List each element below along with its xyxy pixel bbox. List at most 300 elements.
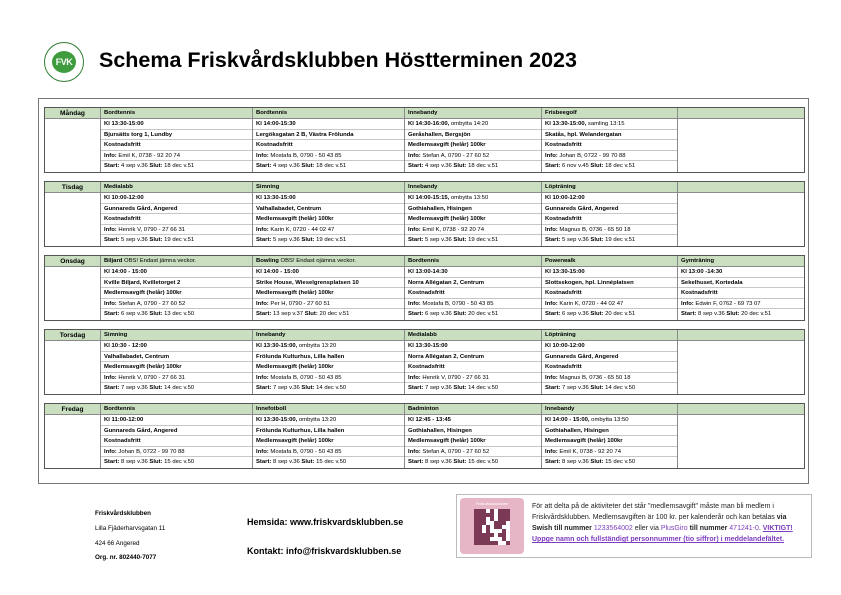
- start-label: Start:: [104, 459, 120, 466]
- end-label: Slut:: [301, 459, 315, 466]
- slot-line: [405, 267, 541, 278]
- start-label: Start:: [104, 385, 120, 392]
- activity-slot: [678, 256, 804, 320]
- qr-caption: Friskvårdsklubben: [475, 501, 509, 506]
- start-label: Start:: [408, 459, 424, 466]
- activity-slot: [253, 330, 405, 394]
- slot-line: [678, 278, 804, 289]
- time: Kl 14:00-15:15,: [408, 195, 450, 201]
- fee: Kostnadsfritt: [104, 438, 141, 445]
- qr-module: [494, 541, 498, 545]
- info-label: Info:: [256, 300, 269, 307]
- day-spacer: [45, 415, 101, 468]
- activity-name: [253, 108, 404, 119]
- place: Strike House, Wieselgrensplatsen 10: [256, 279, 359, 286]
- day-label: Tisdag: [45, 182, 101, 193]
- slot-line: [405, 193, 541, 204]
- activity-slot: [405, 404, 542, 468]
- slot-line: [542, 267, 677, 278]
- slot-line: [253, 352, 404, 363]
- qr-module: [506, 517, 510, 521]
- info-contact: Karin K, 0720 - 44 02 47: [270, 226, 335, 233]
- slot-line: [405, 352, 541, 363]
- activity-title: Simning: [256, 184, 280, 190]
- end-date: 20 dec v.51: [741, 311, 772, 318]
- day-spacer: [45, 267, 101, 320]
- place: Lergöksgatan 2 B, Västra Frölunda: [256, 131, 354, 138]
- slot-line: [101, 193, 252, 204]
- slot-line: [101, 383, 252, 394]
- start-date: 6 sep v.36: [425, 311, 452, 318]
- info-label: Info:: [104, 152, 117, 159]
- activity-title: Löpträning: [545, 332, 576, 338]
- end-label: Slut:: [149, 385, 163, 392]
- slot-line: [405, 151, 541, 162]
- info-contact: Johan B, 0722 - 99 70 88: [118, 448, 185, 455]
- day-label: Torsdag: [45, 330, 101, 341]
- place: Gothiahallen, Hisingen: [408, 205, 472, 212]
- start-date: 8 sep v.36: [425, 459, 452, 466]
- activity-name: [101, 108, 252, 119]
- time-note: ombytta 13:20: [298, 417, 337, 423]
- swish-label: via Swish: [532, 514, 787, 532]
- header: [44, 42, 744, 82]
- place: Frölunda Kulturhus, Lilla hallen: [256, 427, 345, 434]
- qr-pattern: [474, 509, 510, 545]
- activity-name: [101, 404, 252, 415]
- time: Kl 14:00 - 15:00,: [545, 417, 590, 423]
- slot-line: [101, 140, 252, 151]
- info-contact: Emil K, 0738 - 92 20 74: [422, 226, 484, 233]
- start-date: 8 sep v.36: [121, 459, 148, 466]
- payment-t2: till nummer: [552, 525, 594, 532]
- end-date: 15 dec v.50: [468, 459, 499, 466]
- start-label: Start:: [545, 163, 561, 170]
- end-label: Slut:: [590, 163, 604, 170]
- place: Gunnareds Gård, Angered: [104, 205, 178, 212]
- slot-line: [253, 309, 404, 320]
- slot-line: [405, 119, 541, 130]
- start-label: Start:: [408, 311, 424, 318]
- place: Bjursätts torg 1, Lundby: [104, 131, 173, 138]
- activity-title: Innebandy: [256, 332, 286, 338]
- slot-line: [101, 373, 252, 384]
- slot-line: [542, 436, 677, 447]
- end-label: Slut:: [453, 237, 467, 244]
- day-block: [44, 329, 805, 395]
- info-contact: Stefan A, 0790 - 27 60 52: [422, 152, 490, 159]
- info-contact: Mostafa B, 0790 - 50 43 85: [270, 374, 342, 381]
- slot-line: [542, 309, 677, 320]
- fee: Medlemsavgift (helår) 100kr: [104, 290, 182, 297]
- activity-note: OBS! Endast ojämna veckor.: [280, 258, 356, 264]
- activity-name: [101, 182, 252, 193]
- time-note: ombytta 13:50: [450, 195, 489, 201]
- info-label: Info:: [408, 152, 421, 159]
- activity-name: [405, 182, 541, 193]
- place: Frölunda Kulturhus, Lilla hallen: [256, 353, 345, 360]
- activity-slot: [542, 256, 678, 320]
- end-label: Slut:: [453, 163, 467, 170]
- end-label: Slut:: [590, 311, 604, 318]
- slot-line: [101, 426, 252, 437]
- start-date: 6 sep v.36: [121, 311, 148, 318]
- start-label: Start:: [256, 163, 272, 170]
- place: Norra Allégatan 2, Centrum: [408, 279, 485, 286]
- activity-name: [253, 256, 404, 267]
- info-contact: Mostafa B, 0790 - 50 43 85: [422, 300, 494, 307]
- start-label: Start:: [545, 385, 561, 392]
- start-date: 5 sep v.36: [425, 237, 452, 244]
- footer-city: 424 66 Angered: [95, 539, 140, 547]
- slot-line: [253, 299, 404, 310]
- end-date: 14 dec v.50: [468, 385, 499, 392]
- start-label: Start:: [681, 311, 697, 318]
- slot-line: [542, 341, 677, 352]
- activity-slot: [405, 330, 542, 394]
- fee: Kostnadsfritt: [256, 142, 293, 149]
- time: Kl 11:00-12:00: [104, 417, 144, 423]
- slot-line: [405, 383, 541, 394]
- empty-slot-header: [678, 108, 804, 119]
- logo-abbr: FVK: [52, 51, 76, 73]
- time-note: samling 13:15: [587, 121, 625, 127]
- end-date: 19 dec v.51: [316, 237, 347, 244]
- info-label: Info:: [256, 448, 269, 455]
- activity-name: [542, 404, 677, 415]
- fee: Medlemsavgift (helår) 100kr: [256, 290, 334, 297]
- place: Gunnareds Gård, Angered: [545, 353, 619, 360]
- time: Kl 10:30 - 12:00: [104, 343, 147, 349]
- info-contact: Johan B, 0722 - 99 70 88: [559, 152, 626, 159]
- activity-name: [405, 330, 541, 341]
- slot-line: [253, 415, 404, 426]
- end-label: Slut:: [453, 385, 467, 392]
- slot-line: [405, 225, 541, 236]
- info-label: Info:: [104, 300, 117, 307]
- place: Kville Biljard, Kvilletorget 2: [104, 279, 181, 286]
- slot-line: [542, 457, 677, 468]
- fee: Kostnadsfritt: [104, 142, 141, 149]
- slot-line: [101, 299, 252, 310]
- slot-line: [253, 362, 404, 373]
- slot-line: [542, 362, 677, 373]
- end-date: 20 dec v.51: [605, 311, 636, 318]
- time: Kl 13:00-14:30: [408, 269, 448, 275]
- day-block: [44, 403, 805, 469]
- start-date: 5 sep v.36: [562, 237, 589, 244]
- end-date: 15 dec v.50: [316, 459, 347, 466]
- info-label: Info:: [681, 300, 694, 307]
- activity-title: Innebandy: [545, 406, 575, 412]
- activity-title: Simning: [104, 332, 128, 338]
- info-contact: Karin K, 0720 - 44 02 47: [559, 300, 624, 307]
- footer-links: [247, 517, 403, 575]
- activity-name: [542, 330, 677, 341]
- activity-name: [405, 404, 541, 415]
- activity-title: Innebandy: [408, 110, 438, 116]
- time: Kl 14:00 - 15:00: [104, 269, 147, 275]
- slot-line: [101, 130, 252, 141]
- empty-slot: [678, 182, 804, 246]
- slot-line: [101, 214, 252, 225]
- activity-title: Medialabb: [408, 332, 437, 338]
- time: Kl 14:30-16:00,: [408, 121, 450, 127]
- start-label: Start:: [104, 163, 120, 170]
- activity-slot: [101, 404, 253, 468]
- activity-name: [253, 182, 404, 193]
- activity-slot: [542, 404, 678, 468]
- slot-line: [101, 288, 252, 299]
- start-label: Start:: [256, 237, 272, 244]
- time: Kl 13:30-15:00,: [256, 417, 298, 423]
- fee: Kostnadsfritt: [545, 290, 582, 297]
- info-label: Info:: [545, 226, 558, 233]
- page-title: Schema Friskvårdsklubben Höstterminen 2023: [99, 48, 577, 72]
- end-label: Slut:: [590, 237, 604, 244]
- slot-line: [253, 204, 404, 215]
- end-date: 15 dec v.50: [605, 459, 636, 466]
- activity-slot: [253, 108, 405, 172]
- activity-title: Frisbeegolf: [545, 110, 577, 116]
- activity-name: [678, 256, 804, 267]
- info-contact: Henrik V, 0790 - 27 66 31: [118, 374, 185, 381]
- activity-title: Biljard: [104, 258, 123, 264]
- start-date: 7 sep v.36: [273, 385, 300, 392]
- qr-module: [490, 533, 494, 537]
- slot-line: [253, 214, 404, 225]
- empty-slot: [678, 404, 804, 468]
- time: Kl 14:00-15:30: [256, 121, 296, 127]
- slot-line: [101, 415, 252, 426]
- activity-slot: [253, 182, 405, 246]
- slot-line: [253, 151, 404, 162]
- payment-t3: eller via: [632, 525, 661, 532]
- time: Kl 13:30-15:00: [408, 343, 448, 349]
- fee: Kostnadsfritt: [408, 290, 445, 297]
- slot-line: [101, 204, 252, 215]
- slot-line: [253, 436, 404, 447]
- slot-line: [542, 415, 677, 426]
- empty-slot-header: [678, 330, 804, 341]
- end-label: Slut:: [149, 311, 163, 318]
- fee: Kostnadsfritt: [545, 142, 582, 149]
- slot-line: [405, 415, 541, 426]
- footer-org: Friskvårdsklubben: [95, 510, 151, 517]
- slot-line: [678, 267, 804, 278]
- start-label: Start:: [104, 237, 120, 244]
- fee: Kostnadsfritt: [681, 290, 718, 297]
- end-label: Slut:: [301, 163, 315, 170]
- start-date: 13 sep v.37: [273, 311, 304, 318]
- info-label: Info:: [545, 448, 558, 455]
- start-date: 6 sep v.36: [562, 311, 589, 318]
- homepage-link[interactable]: Hemsida: www.friskvardsklubben.se: [247, 517, 404, 527]
- slot-line: [253, 373, 404, 384]
- activity-name: [101, 256, 252, 267]
- end-date: 20 dec v.51: [319, 311, 350, 318]
- slot-line: [405, 299, 541, 310]
- start-label: Start:: [545, 311, 561, 318]
- payment-t5: .: [758, 525, 763, 532]
- plusgiro-number: 471241-0: [729, 525, 759, 532]
- activity-name: [405, 256, 541, 267]
- slot-line: [253, 426, 404, 437]
- slot-line: [253, 119, 404, 130]
- info-contact: Edwin F, 0762 - 69 73 07: [695, 300, 761, 307]
- activity-slot: [101, 182, 253, 246]
- footer-address: [95, 507, 165, 566]
- slot-line: [405, 457, 541, 468]
- slot-line: [542, 383, 677, 394]
- activity-slot: [253, 256, 405, 320]
- start-date: 7 sep v.36: [425, 385, 452, 392]
- place: Valhallabadet, Centrum: [256, 205, 322, 212]
- activity-name: [405, 108, 541, 119]
- info-contact: Emil K, 0738 - 92 20 74: [559, 448, 621, 455]
- payment-t4: till nummer: [687, 525, 730, 532]
- end-date: 20 dec v.51: [468, 311, 499, 318]
- fee: Medlemsavgift (helår) 100kr: [408, 142, 486, 149]
- slot-line: [405, 341, 541, 352]
- info-contact: Henrik V, 0790 - 27 66 31: [422, 374, 489, 381]
- fee: Medlemsavgift (helår) 100kr: [256, 438, 334, 445]
- place: Gothiahallen, Hisingen: [545, 427, 609, 434]
- empty-slot: [678, 108, 804, 172]
- day-block: [44, 255, 805, 321]
- slot-line: [405, 288, 541, 299]
- start-date: 8 sep v.36: [273, 459, 300, 466]
- qr-code[interactable]: [460, 498, 524, 554]
- fee: Medlemsavgift (helår) 100kr: [256, 364, 334, 371]
- time: Kl 10:00-12:00: [104, 195, 144, 201]
- slot-line: [101, 352, 252, 363]
- info-contact: Stefan A, 0790 - 27 60 52: [118, 300, 186, 307]
- info-label: Info:: [256, 152, 269, 159]
- info-label: Info:: [545, 300, 558, 307]
- start-label: Start:: [545, 237, 561, 244]
- info-contact: Magnus B, 0736 - 65 50 18: [559, 226, 631, 233]
- qr-module: [502, 521, 506, 525]
- end-label: Slut:: [149, 459, 163, 466]
- place: Geråshallen, Bergsjön: [408, 131, 471, 138]
- end-label: Slut:: [590, 385, 604, 392]
- end-date: 14 dec v.50: [164, 385, 195, 392]
- slot-line: [405, 130, 541, 141]
- slot-line: [405, 140, 541, 151]
- start-label: Start:: [408, 237, 424, 244]
- info-label: Info:: [408, 374, 421, 381]
- empty-slot-header: [678, 182, 804, 193]
- start-label: Start:: [408, 163, 424, 170]
- empty-slot-header: [678, 404, 804, 415]
- end-date: 19 dec v.51: [164, 237, 195, 244]
- end-date: 18 dec v.51: [605, 163, 636, 170]
- activity-title: Innefotboll: [256, 406, 287, 412]
- slot-line: [542, 235, 677, 246]
- slot-line: [542, 193, 677, 204]
- time: Kl 13:30-15:00: [256, 195, 296, 201]
- start-label: Start:: [408, 385, 424, 392]
- slot-line: [405, 214, 541, 225]
- slot-line: [253, 341, 404, 352]
- info-label: Info:: [545, 152, 558, 159]
- info-label: Info:: [408, 300, 421, 307]
- slot-line: [253, 447, 404, 458]
- info-contact: Henrik V, 0790 - 27 66 31: [118, 226, 185, 233]
- slot-line: [542, 426, 677, 437]
- time: Kl 10:00-12:00: [545, 343, 585, 349]
- activity-name: [253, 404, 404, 415]
- fee: Kostnadsfritt: [545, 364, 582, 371]
- activity-title: Bordtennis: [256, 110, 288, 116]
- slot-line: [405, 362, 541, 373]
- slot-line: [542, 214, 677, 225]
- activity-slot: [405, 256, 542, 320]
- slot-line: [542, 140, 677, 151]
- day-label: Onsdag: [45, 256, 101, 267]
- end-date: 19 dec v.51: [468, 237, 499, 244]
- payment-intro: För att delta på de aktiviteter det står "medlemsavgift" måste man bli medlem i Friskvårdsklubben. Medlemsavgiften är 100 kr. per kalenderår och kan betalas: [532, 503, 777, 521]
- activity-title: Bordtennis: [104, 406, 136, 412]
- place: Skatås, hpl. Welandergatan: [545, 131, 622, 138]
- activity-title: Löpträning: [545, 184, 576, 190]
- start-date: 4 sep v.36: [425, 163, 452, 170]
- time: Kl 13:30-15:00: [104, 121, 144, 127]
- slot-line: [101, 151, 252, 162]
- place: Slottsskogen, hpl. Linnéplatsen: [545, 279, 634, 286]
- start-date: 4 sep v.36: [273, 163, 300, 170]
- slot-line: [253, 193, 404, 204]
- slot-line: [101, 119, 252, 130]
- start-label: Start:: [256, 385, 272, 392]
- plusgiro-label: PlusGiro: [660, 525, 688, 532]
- slot-line: [253, 161, 404, 172]
- activity-slot: [405, 182, 542, 246]
- activity-slot: [542, 108, 678, 172]
- activity-name: [253, 330, 404, 341]
- start-label: Start:: [256, 459, 272, 466]
- start-date: 4 sep v.36: [121, 163, 148, 170]
- start-label: Start:: [545, 459, 561, 466]
- end-date: 19 dec v.51: [605, 237, 636, 244]
- start-date: 8 sep v.36: [698, 311, 725, 318]
- time: Kl 13:30-15:00: [545, 269, 585, 275]
- slot-line: [542, 278, 677, 289]
- slot-line: [405, 278, 541, 289]
- info-contact: Mostafa B, 0790 - 50 43 85: [270, 152, 342, 159]
- qr-module: [506, 541, 510, 545]
- slot-line: [101, 457, 252, 468]
- slot-line: [101, 235, 252, 246]
- slot-line: [253, 225, 404, 236]
- activity-slot: [101, 256, 253, 320]
- day-spacer: [45, 341, 101, 394]
- fee: Medlemsavgift (helår) 100kr: [545, 438, 623, 445]
- slot-line: [542, 130, 677, 141]
- contact-link[interactable]: Kontakt: info@friskvardsklubben.se: [247, 546, 402, 556]
- end-date: 15 dec v.50: [164, 459, 195, 466]
- fee: Medlemsavgift (helår) 100kr: [408, 438, 486, 445]
- end-date: 14 dec v.50: [605, 385, 636, 392]
- footer-orgnr: Org. nr. 802440-7077: [95, 554, 157, 562]
- place: Gothiahallen, Hisingen: [408, 427, 472, 434]
- activity-slot: [405, 108, 542, 172]
- fee: Kostnadsfritt: [408, 364, 445, 371]
- slot-line: [253, 130, 404, 141]
- slot-line: [678, 299, 804, 310]
- slot-line: [542, 119, 677, 130]
